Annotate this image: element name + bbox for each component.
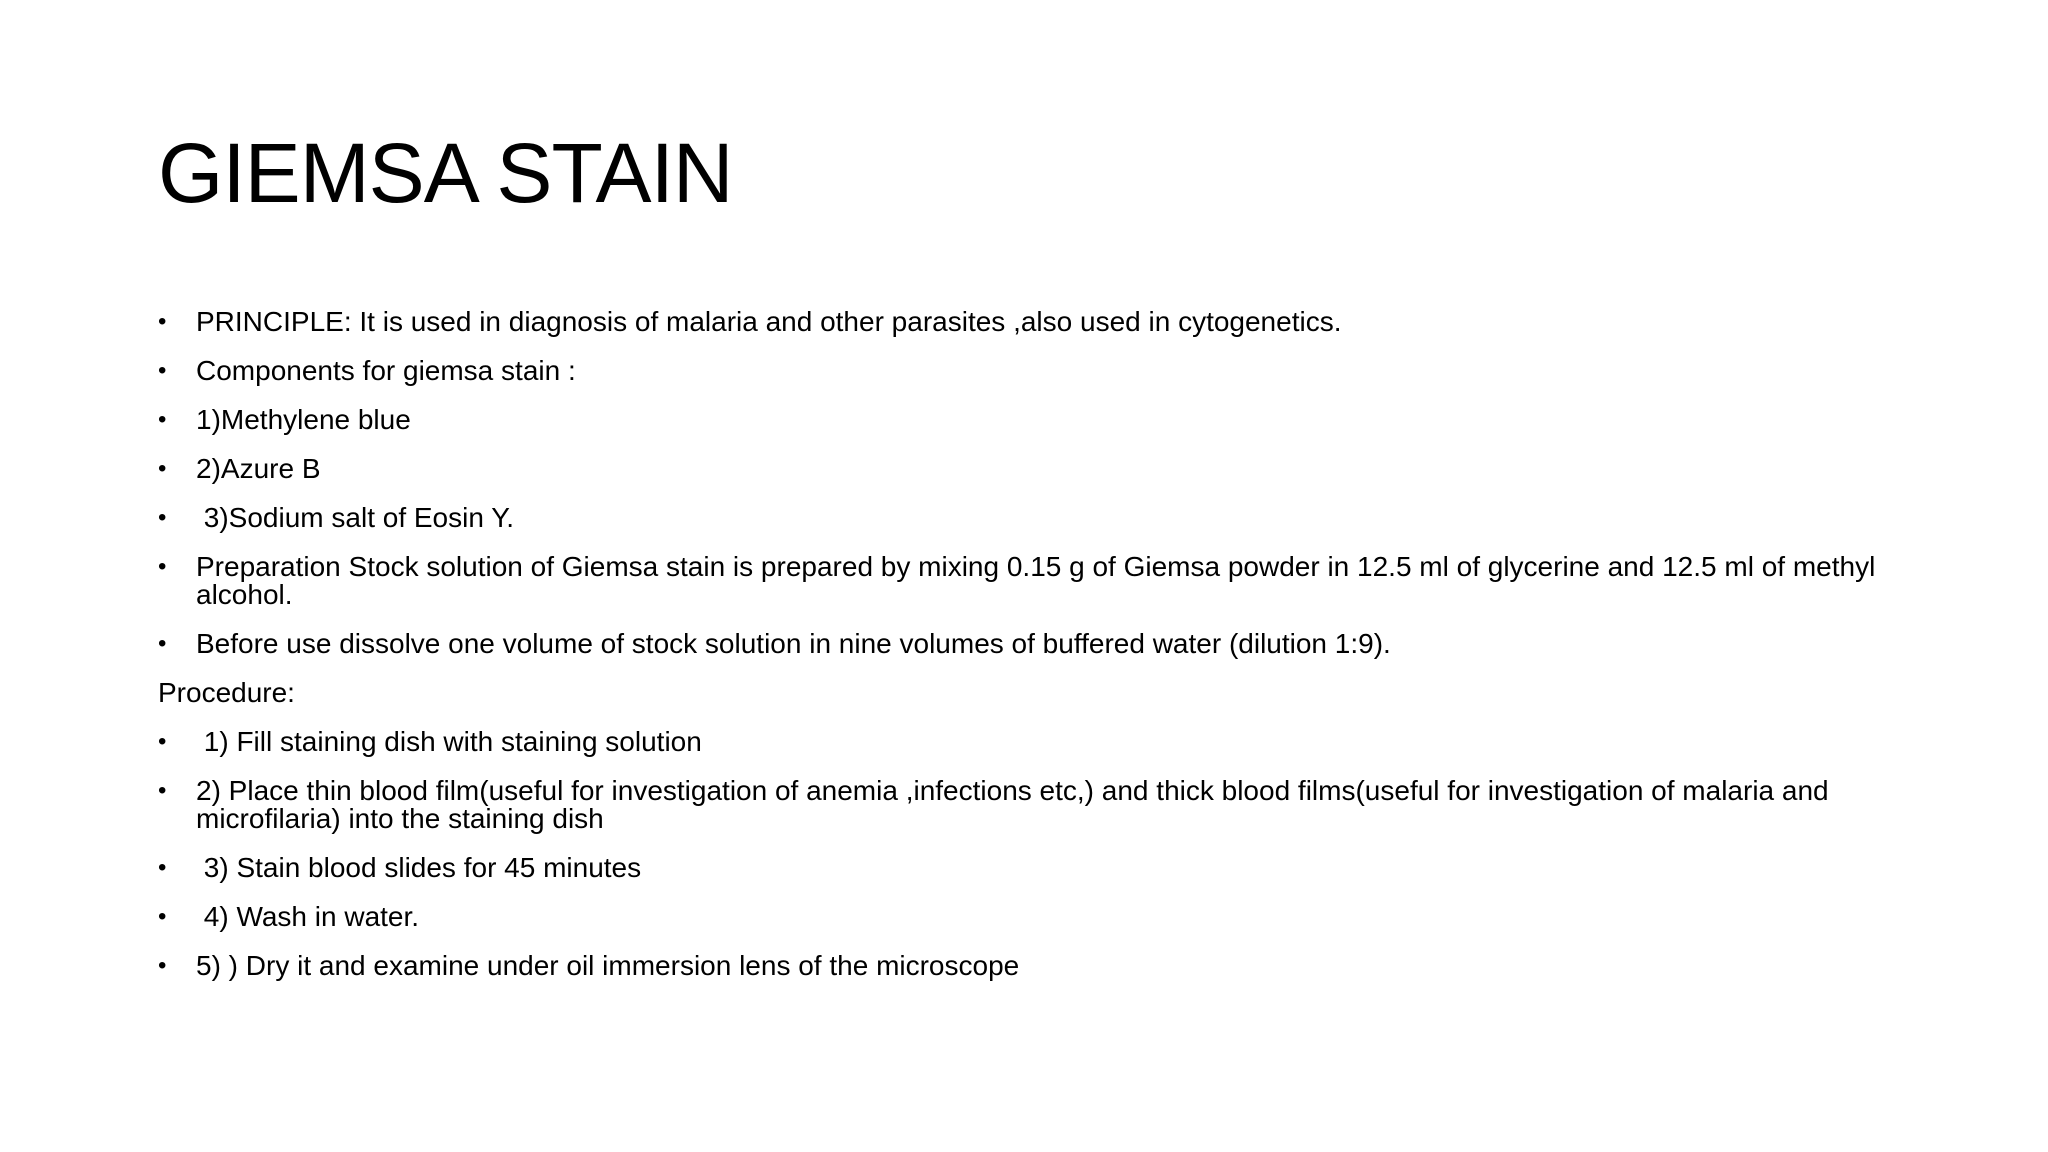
- list-item: [158, 357, 1918, 385]
- list-item-text: • Preparation Stock solution of Giemsa stain is prepared by mixing 0.15 g of Giemsa powder in 12.5 ml of glycerine and 12.5 ml of methyl alcohol.: [196, 551, 1884, 610]
- list-item-text: • 1)Methylene blue: [196, 404, 411, 435]
- procedure-heading-text: Procedure:: [158, 677, 295, 708]
- list-item: [158, 777, 1918, 833]
- list-item: [158, 406, 1918, 434]
- list-item-text: • 3) Stain blood slides for 45 minutes: [196, 852, 642, 883]
- list-item: [158, 903, 1918, 931]
- list-item-text: • PRINCIPLE: It is used in diagnosis of malaria and other parasites ,also used in cytogenetics.: [196, 306, 1342, 337]
- list-item: [158, 455, 1918, 483]
- list-item-text: • 2)Azure B: [196, 453, 321, 484]
- list-item-text: • 5) ) Dry it and examine under oil immersion lens of the microscope: [196, 950, 1020, 981]
- list-item: [158, 504, 1918, 532]
- list-item: [158, 308, 1918, 336]
- procedure-heading: [158, 679, 1918, 707]
- list-item-text: • 2) Place thin blood film(useful for investigation of anemia ,infections etc,) and thick blood films(useful for investigation of malaria and microfilaria) into the staining dish: [196, 775, 1837, 834]
- list-item-text: • 3)Sodium salt of Eosin Y.: [196, 502, 515, 533]
- list-item-text: • 1) Fill staining dish with staining solution: [196, 726, 702, 757]
- list-item: [158, 854, 1918, 882]
- list-item: [158, 728, 1918, 756]
- list-item-text: • 4) Wash in water.: [196, 901, 420, 932]
- list-item-text: • Components for giemsa stain :: [196, 355, 576, 386]
- list-item-text: • Before use dissolve one volume of stock solution in nine volumes of buffered water (dilution 1:9).: [196, 628, 1391, 659]
- slide-content-list: [158, 308, 1918, 1001]
- slide-title: GIEMSA STAIN: [158, 126, 733, 220]
- list-item: [158, 553, 1918, 609]
- list-item: [158, 952, 1918, 980]
- list-item: [158, 630, 1918, 658]
